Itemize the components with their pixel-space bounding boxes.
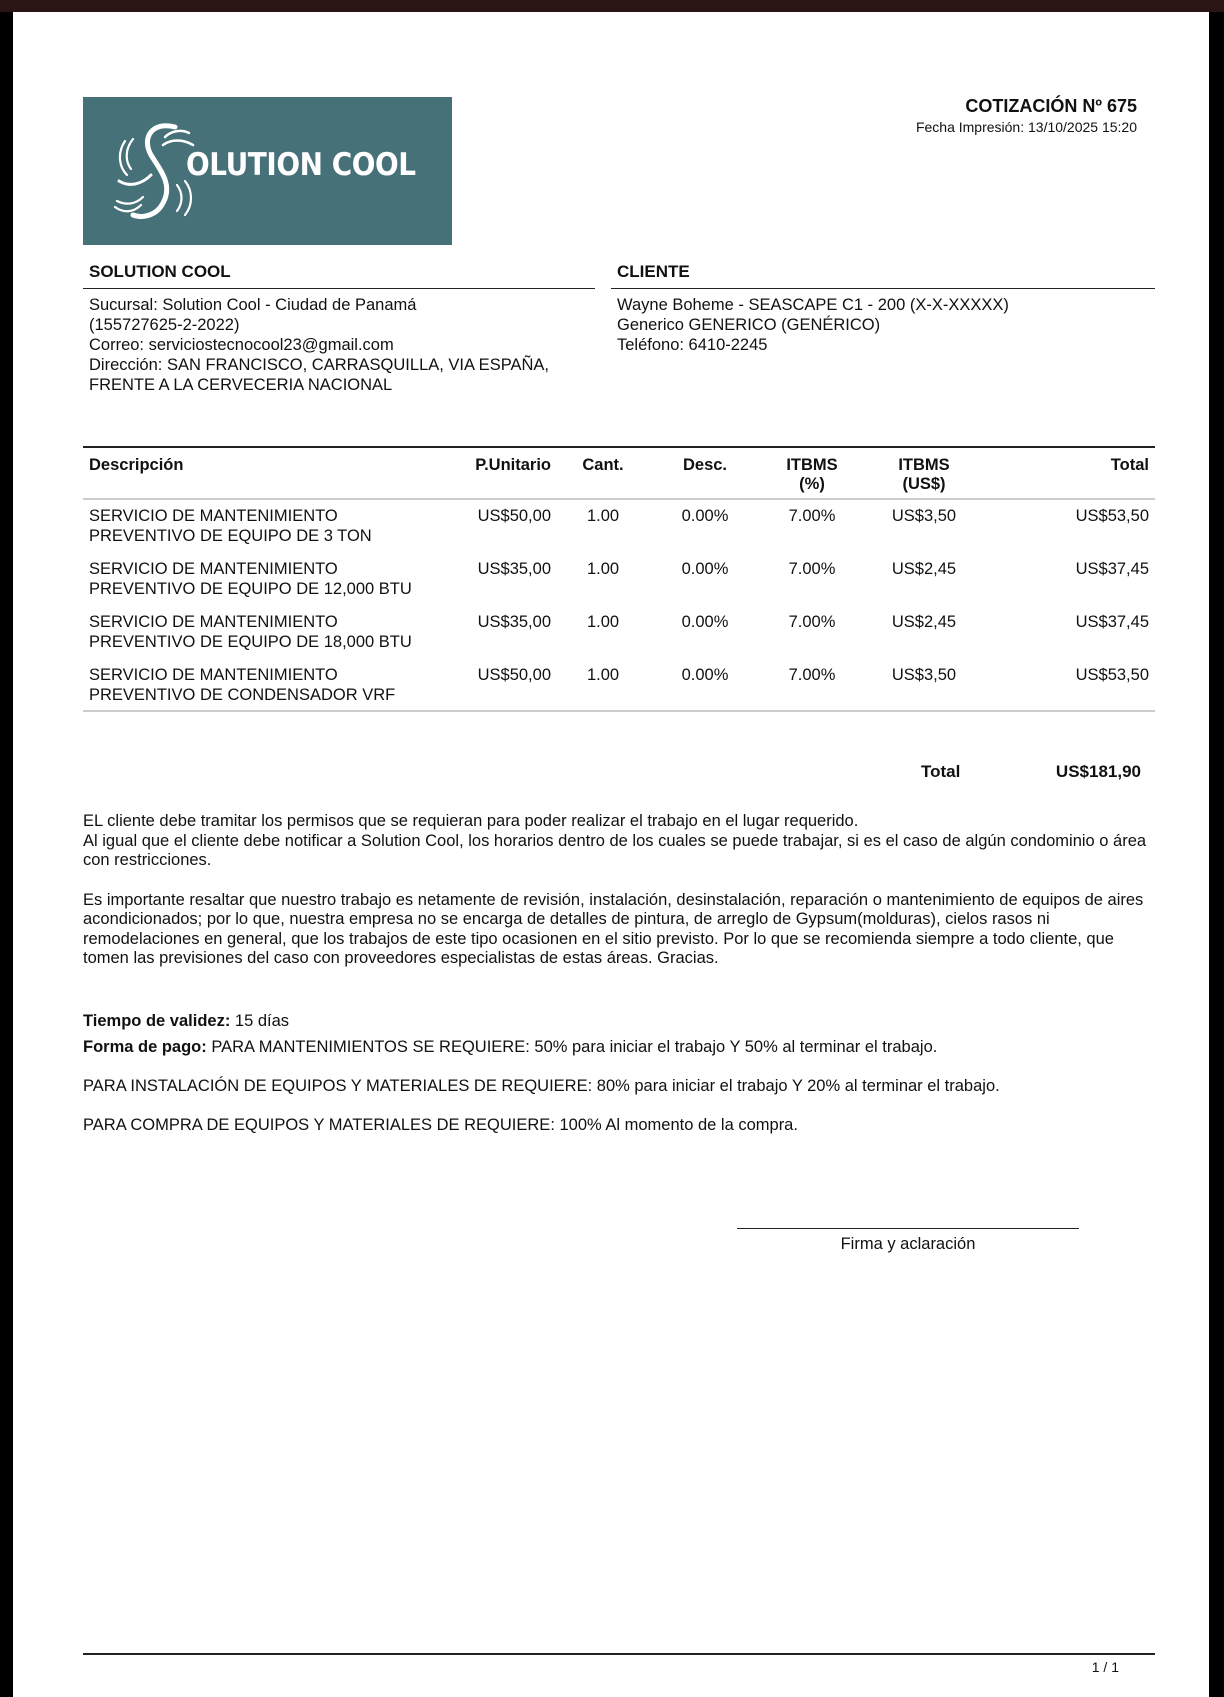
viewer-top-bar [0, 0, 1224, 12]
company-ruc: (155727625-2-2022) [89, 316, 240, 334]
note-permits: EL cliente debe tramitar los permisos que se requieran para poder realizar el trabajo en el lugar requerido. Al igual que el cliente debe notificar a Solution Cool, los horarios dentro de los cuales se puede trabajar, si es el caso de algún condominio o área con restricciones. [83, 812, 1147, 869]
company-info [83, 262, 595, 395]
item-total: US$53,50 [1075, 507, 1149, 525]
item-description: SERVICIO DE MANTENIMIENTO PREVENTIVO DE EQUIPO DE 18,000 BTU [89, 613, 412, 651]
page-footer [83, 1653, 1155, 1675]
item-itbms-percent: 7.00% [788, 560, 836, 578]
company-logo [83, 97, 452, 245]
client-info [611, 262, 1155, 355]
item-quantity: 1.00 [586, 507, 620, 525]
table-row [83, 499, 1155, 553]
client-phone: Teléfono: 6410-2245 [617, 336, 768, 354]
header-description: Descripción [89, 456, 184, 474]
item-unit-price: US$50,00 [477, 666, 551, 684]
item-total: US$53,50 [1075, 666, 1149, 684]
client-type: Generico GENERICO (GENÉRICO) [617, 316, 881, 334]
table-header-row [83, 447, 1155, 499]
item-discount: 0.00% [681, 666, 729, 684]
company-email: Correo: serviciostecnocool23@gmail.com [89, 336, 394, 354]
document-page [13, 12, 1209, 1697]
purchase-terms: PARA COMPRA DE EQUIPOS Y MATERIALES DE REQUIERE: 100% Al momento de la compra. [83, 1116, 798, 1134]
item-unit-price: US$50,00 [477, 507, 551, 525]
item-description: SERVICIO DE MANTENIMIENTO PREVENTIVO DE CONDENSADOR VRF [89, 666, 396, 704]
item-unit-price: US$35,00 [477, 613, 551, 631]
item-itbms-usd: US$2,45 [891, 613, 957, 631]
item-total: US$37,45 [1075, 560, 1149, 578]
validity: Tiempo de validez: 15 días [83, 1012, 290, 1030]
notes [83, 812, 1155, 989]
item-itbms-usd: US$3,50 [891, 666, 957, 684]
client-title: CLIENTE [611, 262, 1155, 289]
item-total: US$37,45 [1075, 613, 1149, 631]
header-itbms-percent: ITBMS (%) [786, 456, 838, 493]
quote-title: COTIZACIÓN Nº 675 [965, 96, 1137, 116]
table-row [83, 553, 1155, 606]
item-discount: 0.00% [681, 507, 729, 525]
company-address-2: FRENTE A LA CERVECERIA NACIONAL [89, 376, 393, 394]
total-label: Total [921, 762, 961, 781]
table-row [83, 659, 1155, 711]
item-unit-price: US$35,00 [477, 560, 551, 578]
header-itbms-usd: ITBMS (US$) [898, 456, 950, 493]
item-itbms-usd: US$2,45 [891, 560, 957, 578]
client-name: Wayne Boheme - SEASCAPE C1 - 200 (X-X-XXXXX) [617, 296, 1009, 314]
item-discount: 0.00% [681, 613, 729, 631]
item-quantity: 1.00 [586, 560, 620, 578]
item-itbms-percent: 7.00% [788, 507, 836, 525]
item-description: SERVICIO DE MANTENIMIENTO PREVENTIVO DE EQUIPO DE 12,000 BTU [89, 560, 412, 598]
note-scope: Es importante resaltar que nuestro trabajo es netamente de revisión, instalación, desinstalación, reparación o mantenimiento de equipos de aires acondicionados; por lo que, nuestra empresa no se encarga de detalles de pintura, de arreglo de Gypsum(molduras), cielos rasos ni remodelaciones en general, que los trabajos de este tipo ocasionen en el sitio previsto. Por lo que se recomienda siempre a todo cliente, que tomen las previsiones del caso con proveedores especialistas de estas áreas. Gracias. [83, 890, 1144, 967]
signature-label: Firma y aclaración [840, 1235, 976, 1253]
installation-terms: PARA INSTALACIÓN DE EQUIPOS Y MATERIALES DE REQUIERE: 80% para iniciar el trabajo Y 20% al terminar el trabajo. [83, 1077, 1000, 1095]
table-row [83, 606, 1155, 659]
item-itbms-usd: US$3,50 [891, 507, 957, 525]
logo-text: OLUTION COOL [186, 147, 416, 183]
header-total: Total [1110, 456, 1149, 474]
company-branch: Sucursal: Solution Cool - Ciudad de Panamá [89, 296, 417, 314]
item-itbms-percent: 7.00% [788, 666, 836, 684]
header-unit-price: P.Unitario [475, 456, 551, 474]
item-itbms-percent: 7.00% [788, 613, 836, 631]
payment-terms: Forma de pago: PARA MANTENIMIENTOS SE REQUIERE: 50% para iniciar el trabajo Y 50% al terminar el trabajo. [83, 1038, 938, 1056]
terms [83, 1012, 1163, 1142]
company-address: Dirección: SAN FRANCISCO, CARRASQUILLA, VIA ESPAÑA, [89, 356, 549, 374]
header-discount: Desc. [682, 456, 728, 474]
header-quantity: Cant. [582, 456, 624, 474]
print-date: Fecha Impresión: 13/10/2025 15:20 [915, 119, 1137, 135]
item-quantity: 1.00 [586, 613, 620, 631]
page-number: 1 / 1 [1091, 1659, 1119, 1675]
signature-line [737, 1228, 1079, 1254]
item-discount: 0.00% [681, 560, 729, 578]
total-value: US$181,90 [1055, 762, 1141, 781]
item-quantity: 1.00 [586, 666, 620, 684]
company-title: SOLUTION COOL [83, 262, 595, 289]
viewer-right-edge [1209, 12, 1224, 1697]
item-description: SERVICIO DE MANTENIMIENTO PREVENTIVO DE EQUIPO DE 3 TON [89, 507, 372, 545]
items-table [83, 446, 1155, 712]
quote-header [916, 96, 1137, 135]
